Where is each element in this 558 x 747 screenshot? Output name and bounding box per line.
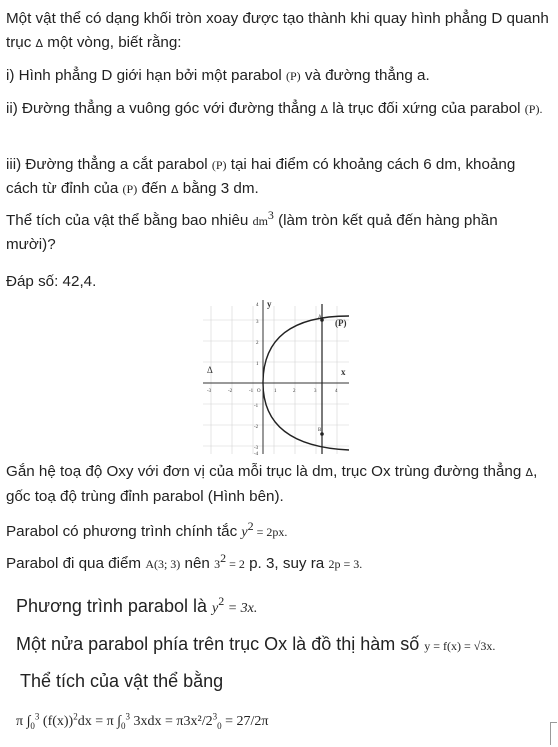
grid xyxy=(203,306,349,454)
solution-step-2: Parabol có phương trình chính tắc $y^2 = 2px$. xyxy=(6,518,288,540)
tick-y-3: 3 xyxy=(256,320,259,325)
tick-y-neg2: -2 xyxy=(254,425,259,430)
tick-x-3: 3 xyxy=(314,389,317,394)
volume-formula: π $\int_0^3$ $(f(x))^2dx = \pi$ $\int_0^3$ $3xdx = \pi 3x^2/2^3_0 = 27/2\pi$ xyxy=(16,711,269,731)
parabola-label: (P) xyxy=(335,318,347,328)
tick-y-neg3: -3 xyxy=(254,446,259,451)
tick-y-4: 4 xyxy=(256,303,259,308)
problem-intro: Một vật thể có dạng khối tròn xoay được tạo thành khi quay hình phẳng D quanh trục Δ một vòng, biết rằng: xyxy=(6,10,549,51)
solution-step-4: Phương trình parabol là $y^2 = 3x$. xyxy=(16,594,258,616)
solution-step-1: Gắn hệ toạ độ Oxy với đơn vị của mỗi trục là dm, trục Ox trùng đường thẳng Δ, gốc toạ độ trùng đỉnh parabol (Hình bên). xyxy=(6,463,538,505)
condition-1: i) Hình phẳng D giới hạn bởi một parabol (P) và đường thẳng a. xyxy=(6,67,430,84)
x-axis-label: x xyxy=(341,367,346,377)
solution-step-3: Parabol đi qua điểm A(3; 3) nên $3^2 = 2$ p. 3, suy ra 2p = 3. xyxy=(6,550,363,572)
tick-x-2: 2 xyxy=(293,389,296,394)
delta-symbol: Δ xyxy=(35,37,44,50)
solution-step-6: Thể tích của vật thể bằng xyxy=(20,671,224,691)
answer: Đáp số: 42,4. xyxy=(6,273,97,290)
tick-y-2: 2 xyxy=(256,341,259,346)
delta-label: Δ xyxy=(207,365,213,375)
tick-y-neg1: -1 xyxy=(254,404,259,409)
question: Thể tích của vật thể bằng bao nhiêu $dm^3$ (làm tròn kết quả đến hàng phần mười)? xyxy=(6,207,498,253)
tick-x-4: 4 xyxy=(335,389,338,394)
point-a-label: A xyxy=(318,315,322,320)
tick-y-neg4: -4 xyxy=(254,452,259,456)
point-b-label: B xyxy=(318,428,322,433)
tick-y-1: 1 xyxy=(256,362,259,367)
y-axis-label: y xyxy=(267,299,272,309)
condition-2: ii) Đường thẳng a vuông góc với đường thẳng Δ là trục đối xứng của parabol (P). xyxy=(6,100,543,117)
condition-3: iii) Đường thẳng a cắt parabol (P) tại hai điểm có khoảng cách 6 dm, khoảng cách từ đỉnh của (P) đến Δ bằng 3 dm. xyxy=(6,156,516,197)
parabola-figure xyxy=(199,298,352,456)
solution-step-5: Một nửa parabol phía trên trục Ox là đồ thị hàm số y = f(x) = √3x. xyxy=(16,634,496,654)
tick-x-neg2: -2 xyxy=(228,389,233,394)
tick-x-neg3: -3 xyxy=(207,389,212,394)
origin-label: O xyxy=(257,389,261,394)
tick-x-1: 1 xyxy=(274,389,277,394)
text-cursor xyxy=(550,722,557,745)
tick-x-neg1: -1 xyxy=(249,389,254,394)
